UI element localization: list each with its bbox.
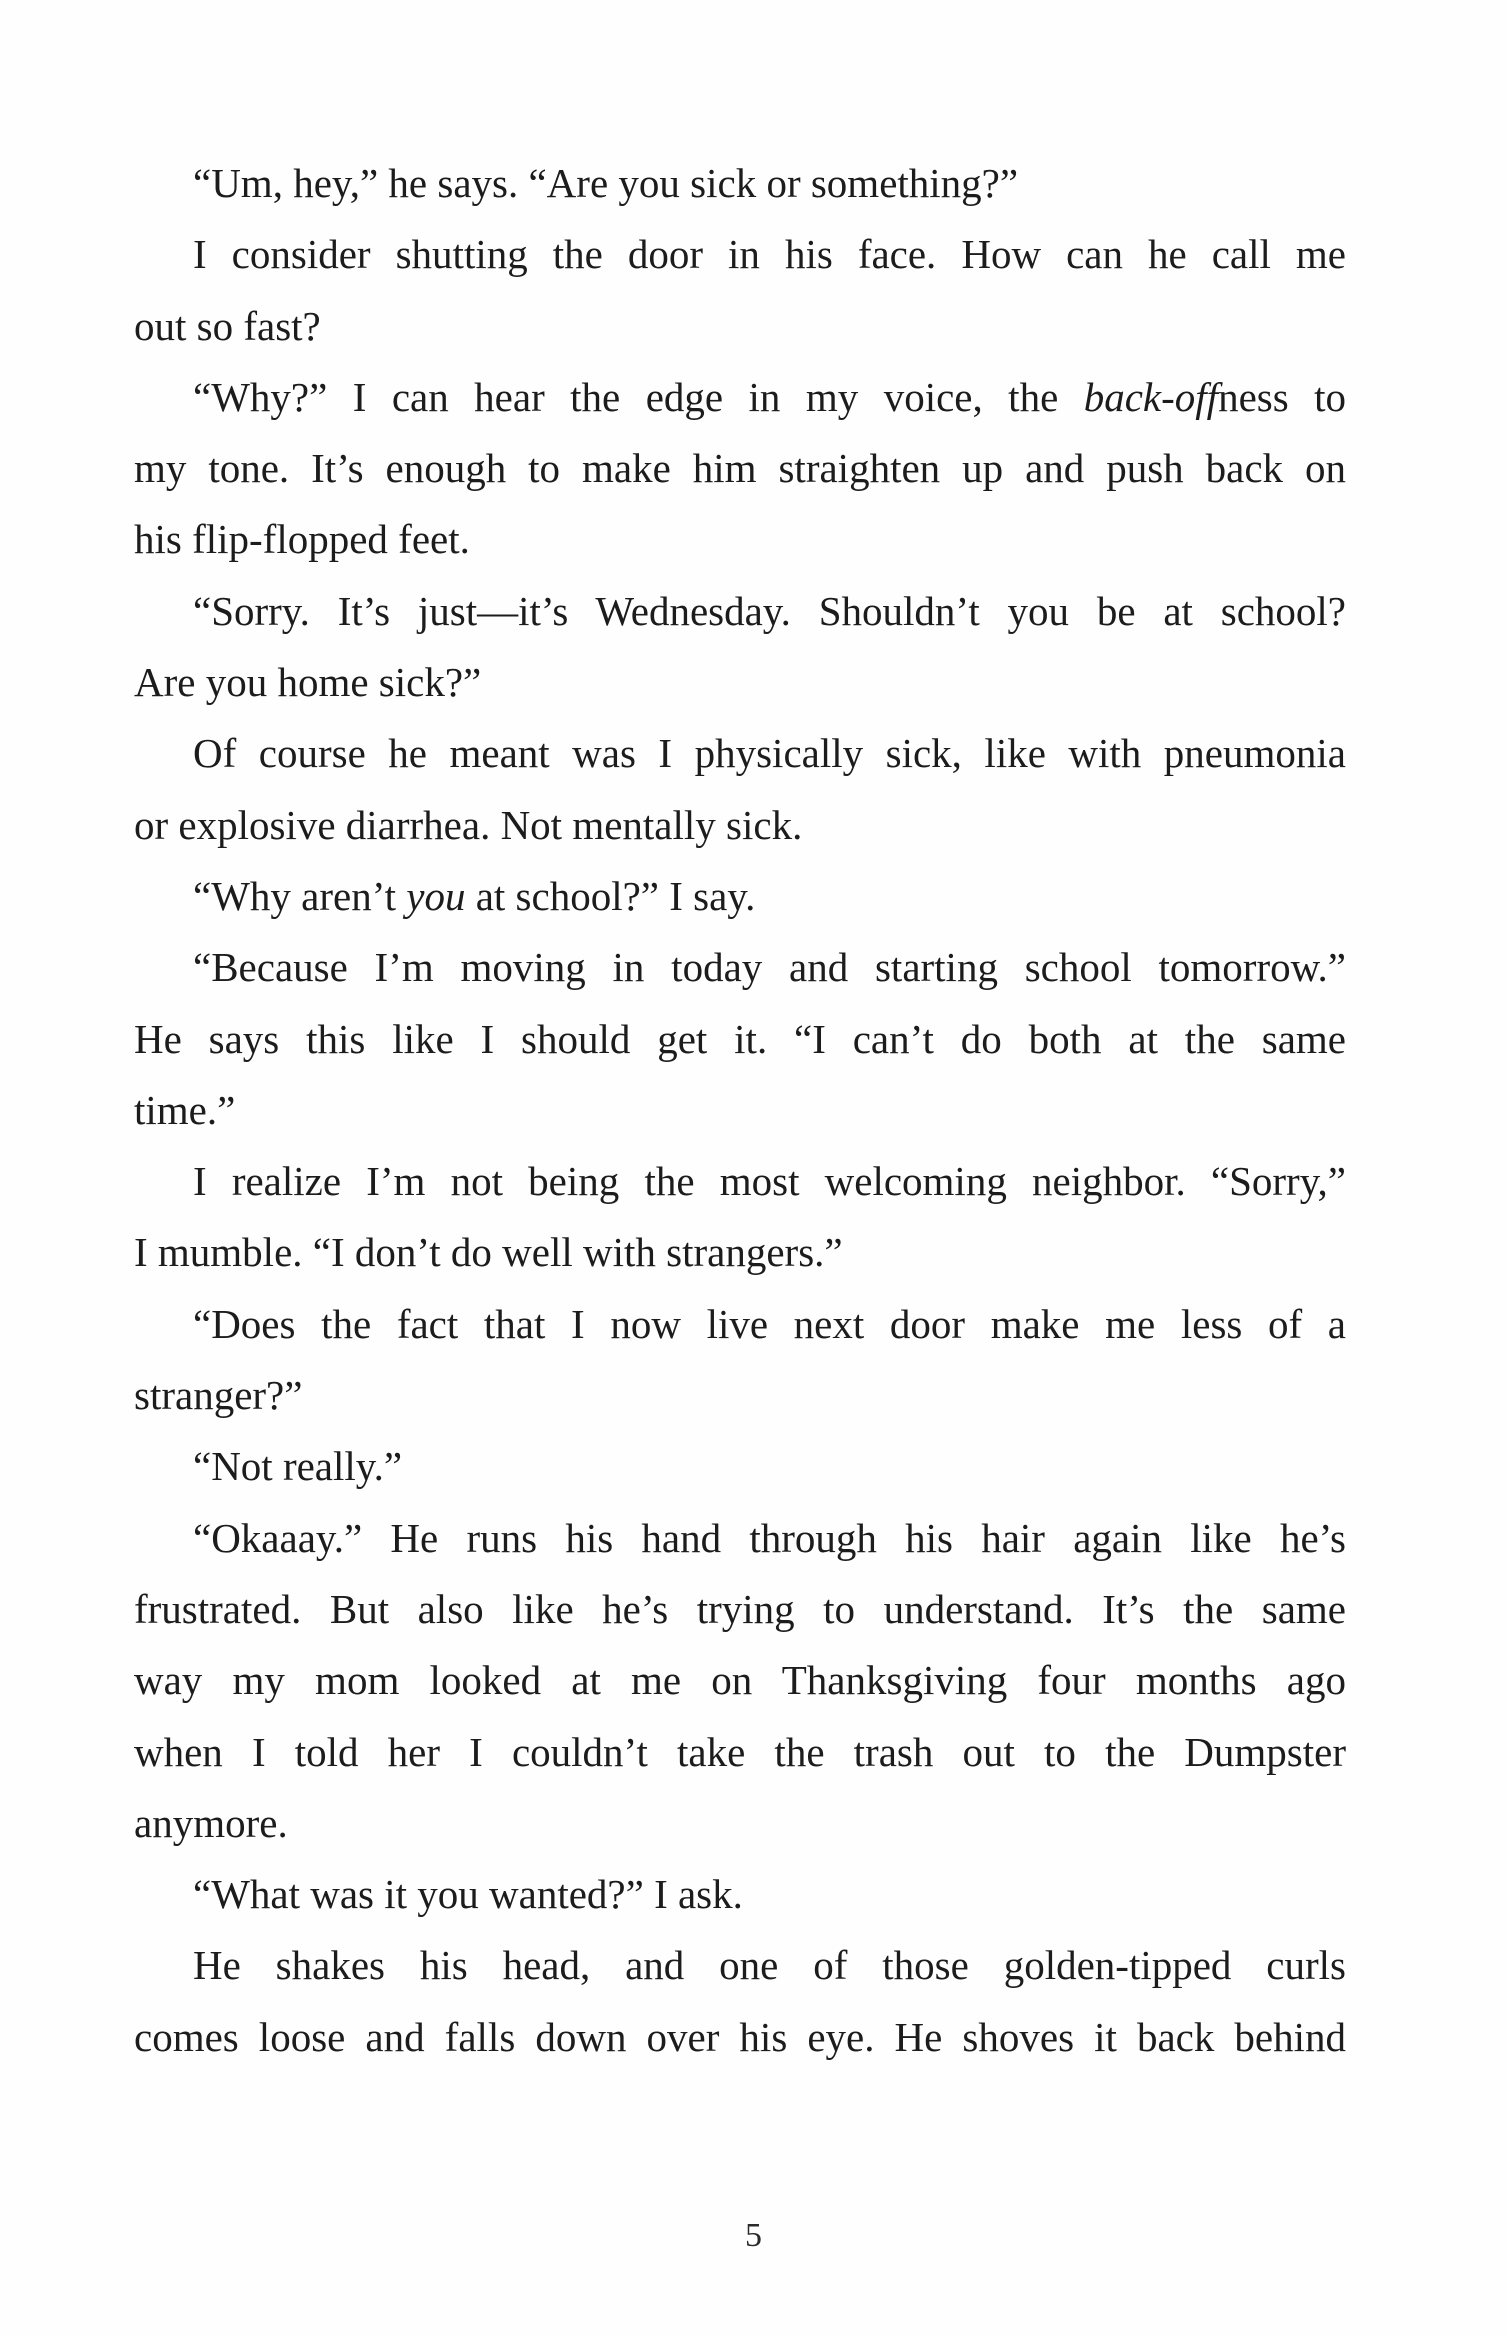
- text-line: frustrated. But also like he’s trying to understand. It’s the same: [134, 1585, 1346, 1632]
- text-line: Are you home sick?”: [134, 659, 482, 706]
- text-line: time.”: [134, 1086, 236, 1133]
- text-line: “Okaaay.” He runs his hand through his hair again like he’s: [193, 1514, 1346, 1561]
- body-text: [134, 148, 1346, 2073]
- text-line: I consider shutting the door in his face. How can he call me: [193, 231, 1346, 278]
- text-line: “Um, hey,” he says. “Are you sick or something?”: [193, 160, 1019, 206]
- text-line: his flip-flopped feet.: [134, 516, 470, 563]
- text-line: “Why aren’t you at school?” I say.: [193, 872, 756, 919]
- text-line: stranger?”: [134, 1372, 303, 1419]
- text-line: or explosive diarrhea. Not mentally sick.: [134, 801, 803, 848]
- text-line: He shakes his head, and one of those golden-tipped curls: [193, 1942, 1346, 1989]
- text-line: when I told her I couldn’t take the trash out to the Dumpster: [134, 1728, 1346, 1775]
- italic-emphasis: you: [406, 872, 466, 919]
- text-line: out so fast?: [134, 302, 321, 349]
- text-line: “Why?” I can hear the edge in my voice, the back-offness to: [193, 373, 1347, 420]
- text-line: He says this like I should get it. “I can’t do both at the same: [134, 1015, 1346, 1062]
- text-line: “Not really.”: [193, 1443, 403, 1490]
- text-line: Of course he meant was I physically sick, like with pneumonia: [193, 730, 1346, 777]
- text-line: “What was it you wanted?” I ask.: [193, 1871, 743, 1918]
- text-line: way my mom looked at me on Thanksgiving four months ago: [134, 1657, 1346, 1704]
- text-line: my tone. It’s enough to make him straighten up and push back on: [134, 445, 1346, 492]
- italic-emphasis: back-off: [1083, 373, 1219, 420]
- page-number: 5: [745, 2217, 762, 2254]
- text-line: I mumble. “I don’t do well with strangers.”: [134, 1229, 843, 1276]
- text-line: I realize I’m not being the most welcoming neighbor. “Sorry,”: [193, 1158, 1346, 1205]
- text-line: “Sorry. It’s just—it’s Wednesday. Shouldn’t you be at school?: [193, 587, 1346, 634]
- text-line: anymore.: [134, 1799, 288, 1846]
- text-line: comes loose and falls down over his eye. He shoves it back behind: [134, 2013, 1346, 2060]
- text-line: “Because I’m moving in today and starting school tomorrow.”: [193, 944, 1346, 991]
- text-line: “Does the fact that I now live next door make me less of a: [193, 1300, 1346, 1347]
